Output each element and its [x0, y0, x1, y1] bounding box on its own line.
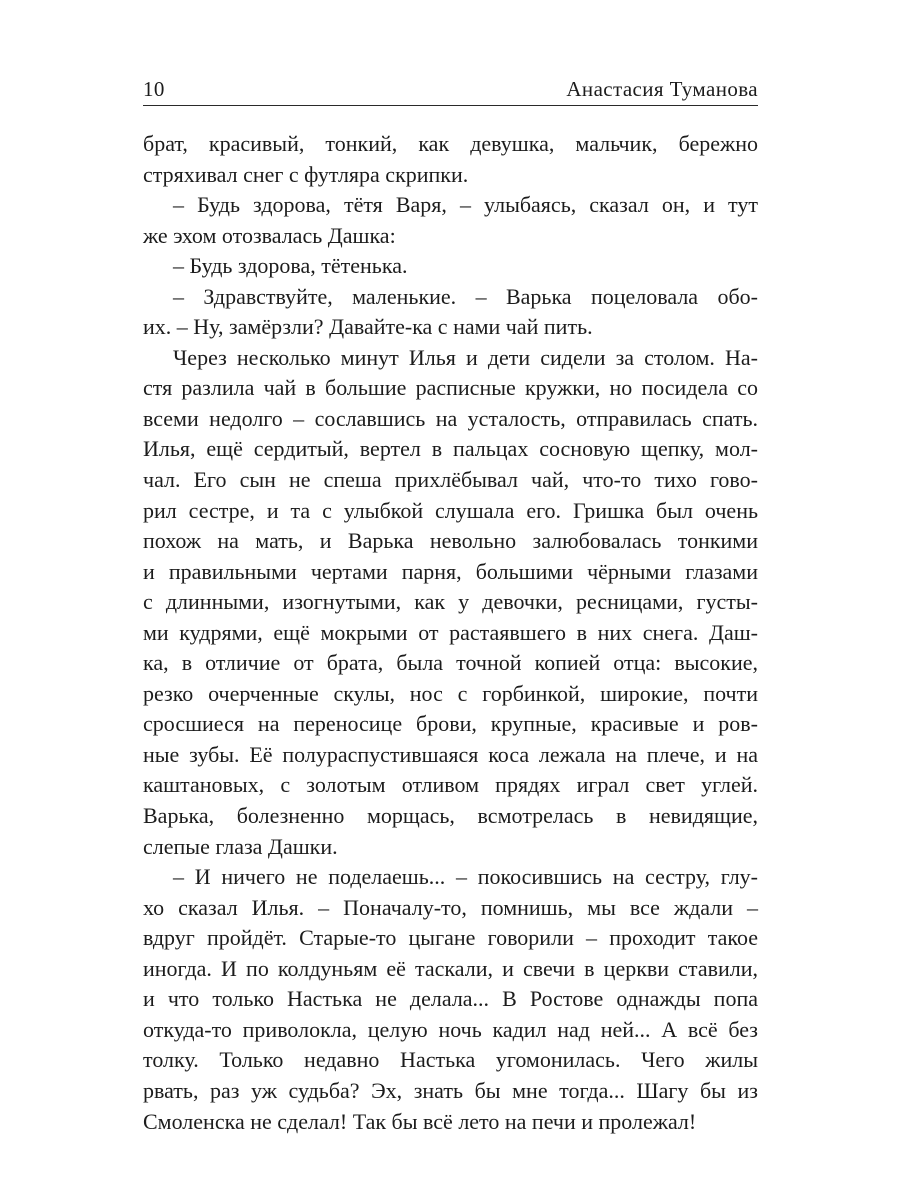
- text-line: похож на мать, и Варька невольно залюбовалась тонкими: [143, 528, 758, 554]
- text-line: откуда-то приволокла, целую ночь кадил над ней... А всё без: [143, 1016, 758, 1042]
- text-line: Смоленска не сделал! Так бы всё лето на печи и пролежал!: [143, 1108, 697, 1134]
- text-line: вдруг пройдёт. Старые-то цыгане говорили – проходит такое: [143, 925, 758, 951]
- text-line: сросшиеся на переносице брови, крупные, красивые и ров-: [143, 711, 758, 737]
- body-text: [143, 129, 758, 1137]
- text-line: чал. Его сын не спеша прихлёбывал чай, что-то тихо гово-: [143, 467, 758, 493]
- text-line: – Здравствуйте, маленькие. – Варька поцеловала обо-: [173, 283, 758, 309]
- text-line: Через несколько минут Илья и дети сидели за столом. На-: [173, 344, 758, 370]
- text-line: ка, в отличие от брата, была точной копией отца: высокие,: [143, 650, 758, 676]
- text-line: их. – Ну, замёрзли? Давайте-ка с нами чай пить.: [143, 314, 593, 340]
- text-line: и что только Настька не делала... В Ростове однажды попа: [143, 986, 758, 1012]
- page-number: 10: [143, 77, 165, 101]
- header-rule: [143, 105, 758, 106]
- text-line: рил сестре, и та с улыбкой слушала его. Гришка был очень: [143, 497, 758, 523]
- text-line: – Будь здорова, тётенька.: [173, 253, 408, 279]
- author-name: Анастасия Туманова: [566, 77, 758, 101]
- text-line: резко очерченные скулы, нос с горбинкой, широкие, почти: [143, 680, 758, 706]
- text-line: всеми недолго – сославшись на усталость, отправилась спать.: [143, 405, 758, 431]
- text-line: брат, красивый, тонкий, как девушка, мальчик, бережно: [143, 131, 758, 156]
- text-line: рвать, раз уж судьба? Эх, знать бы мне тогда... Шагу бы из: [143, 1077, 758, 1103]
- text-line: же эхом отозвалась Дашка:: [143, 222, 396, 248]
- text-line: – Будь здорова, тётя Варя, – улыбаясь, сказал он, и тут: [173, 192, 758, 218]
- text-line: стя разлила чай в большие расписные кружки, но посидела со: [143, 375, 758, 401]
- text-line: толку. Только недавно Настька угомонилась. Чего жилы: [143, 1047, 758, 1073]
- text-line: иногда. И по колдуньям её таскали, и свечи в церкви ставили,: [143, 955, 758, 981]
- running-head: [143, 62, 758, 102]
- text-line: – И ничего не поделаешь... – покосившись на сестру, глу-: [173, 864, 758, 890]
- text-line: с длинными, изогнутыми, как у девочки, ресницами, густы-: [143, 589, 758, 615]
- text-line: Илья, ещё сердитый, вертел в пальцах сосновую щепку, мол-: [143, 436, 758, 462]
- text-line: Варька, болезненно морщась, всмотрелась в невидящие,: [143, 803, 758, 829]
- text-line: стряхивал снег с футляра скрипки.: [143, 161, 469, 187]
- text-line: и правильными чертами парня, большими чёрными глазами: [143, 558, 758, 584]
- text-line: хо сказал Илья. – Поначалу-то, помнишь, мы все ждали –: [143, 894, 758, 920]
- text-line: каштановых, с золотым отливом прядях играл свет углей.: [143, 772, 758, 798]
- text-line: ми кудрями, ещё мокрыми от растаявшего в них снега. Даш-: [143, 619, 758, 645]
- text-line: ные зубы. Её полураспустившаяся коса лежала на плече, и на: [143, 741, 758, 767]
- text-line: слепые глаза Дашки.: [143, 833, 338, 859]
